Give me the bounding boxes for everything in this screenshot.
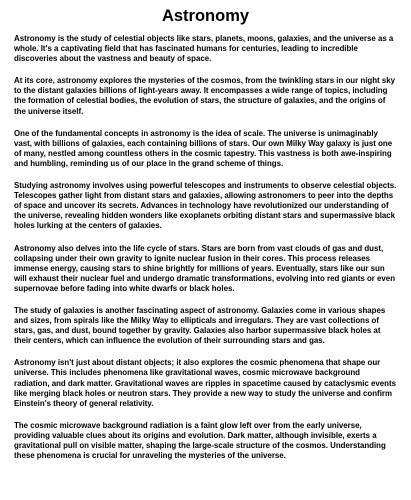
paragraph-1: Astronomy is the study of celestial objects like stars, planets, moons, galaxies, and the universe as a whole. It's a captivating field that has fascinated humans for centuries, leading to incredible discoveries about the vastness and beauty of space. <box>14 34 394 64</box>
paragraph-2: At its core, astronomy explores the mysteries of the cosmos, from the twinkling stars in our night sky to the distant galaxies billions of light-years away. It encompasses a wide range of topics, including the formation of celestial bodies, the evolution of stars, the structure of galaxies, and the origins of the universe itself. <box>14 76 396 116</box>
paragraph-5: Astronomy also delves into the life cycle of stars. Stars are born from vast clouds of gas and dust, collapsing under their own gravity to ignite nuclear fusion in their cores. This process releases immense energy, causing stars to shine brightly for millions of years. Eventually, stars like our sun will exhaust their nuclear fuel and undergo dramatic transformations, evolving into red giants or even supernovae before fading into white dwarfs or black holes. <box>14 243 396 293</box>
paragraph-7: Astronomy isn't just about distant objects; it also explores the cosmic phenomena that shape our universe. This includes phenomena like gravitational waves, cosmic microwave background radiation, and dark matter. Gravitational waves are ripples in spacetime caused by cataclysmic events like merging black holes or neutron stars. They provide a new way to study the universe and confirm Einstein's theory of general relativity. <box>14 358 396 408</box>
paragraph-6: The study of galaxies is another fascinating aspect of astronomy. Galaxies come in various shapes and sizes, from spirals like the Milky Way to ellipticals and irregulars. They are vast collections of stars, gas, and dust, bound together by gravity. Galaxies also harbor supermassive black holes at their centers, which can influence the evolution of their surrounding stars and gas. <box>14 305 386 346</box>
paragraph-4: Studying astronomy involves using powerful telescopes and instruments to observe celestial objects. Telescopes gather light from distant stars and galaxies, allowing astronomers to peer into the depths of space and uncover its secrets. Advances in technology have revolutionized our understanding of the universe, revealing hidden wonders like exoplanets orbiting distant stars and supermassive black holes lurking at the centers of galaxies. <box>14 181 397 231</box>
paragraph-3: One of the fundamental concepts in astronomy is the idea of scale. The universe is unimaginably vast, with billions of galaxies, each containing billions of stars. Our own Milky Way galaxy is just one of many, nestled among countless others in the cosmic tapestry. This vastness is both awe-inspiring and humbling, reminding us of our place in the grand scheme of things. <box>14 128 393 168</box>
page-title: Astronomy <box>161 7 250 25</box>
paragraph-8: The cosmic microwave background radiation is a faint glow left over from the early universe, providing valuable clues about its origins and evolution. Dark matter, although invisible, exerts a gravitational pull on visible matter, shaping the large-scale structure of the cosmos. Understanding these phenomena is crucial for unraveling the mysteries of the universe. <box>14 420 386 461</box>
